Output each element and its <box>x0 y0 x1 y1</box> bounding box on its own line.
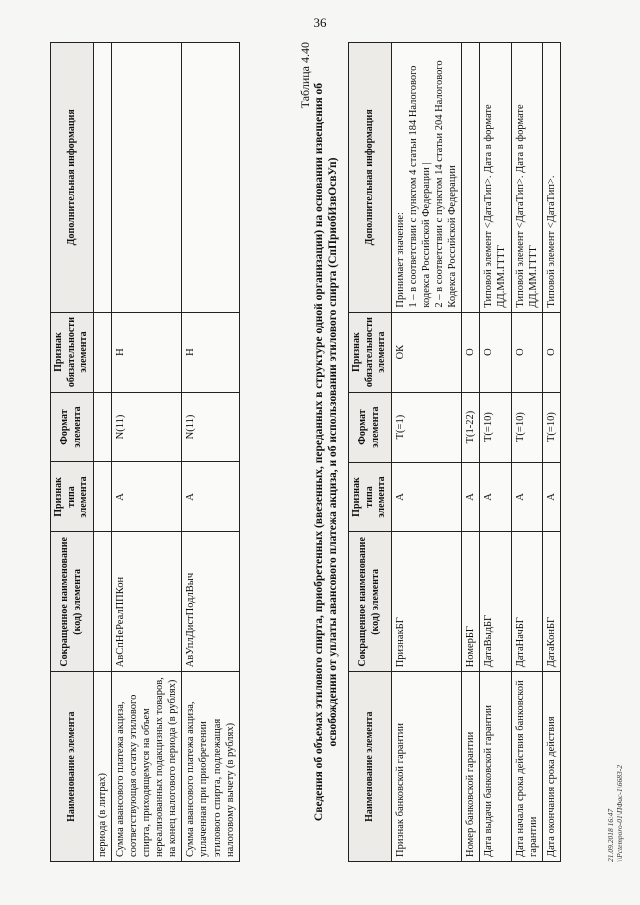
cell-extra <box>182 43 240 313</box>
cell-format <box>93 392 111 462</box>
cell-extra: Типовой элемент <ДатаТип>. Дата в формате ДД.ММ.ГГГГ <box>480 43 511 313</box>
header-short-name: Сокращенное наименование (код) элемента <box>51 532 94 672</box>
cell-name: Дата начала срока действия банковской гарантии <box>511 672 542 862</box>
cell-format: N(11) <box>111 392 182 462</box>
cell-extra <box>93 43 111 313</box>
table-row <box>542 43 560 862</box>
rotated-document <box>50 42 624 862</box>
print-footer <box>606 765 624 862</box>
cell-format: Т(=10) <box>511 392 542 462</box>
cell-type: А <box>542 462 560 532</box>
cell-name: Дата окончания срока действия <box>542 672 560 862</box>
cell-code <box>93 532 111 672</box>
cell-required: О <box>511 312 542 392</box>
cell-type: А <box>480 462 511 532</box>
table-caption: Таблица 4.40 <box>298 42 312 109</box>
header-name: Наименование элемента <box>51 672 94 862</box>
cell-extra <box>462 43 480 313</box>
header-short-name: Сокращенное наименование (код) элемента <box>349 532 392 672</box>
table-row <box>93 43 111 862</box>
cell-required: ОК <box>391 312 462 392</box>
cell-extra <box>111 43 182 313</box>
cell-type <box>93 462 111 532</box>
cell-type: А <box>182 462 240 532</box>
cell-extra: Принимает значение: 1 – в соответствии с пунктом 4 статьи 184 Налогового кодекса Российской Федерации | 2 – в соответствии с пунктом 14 статьи 204 Налогового Кодекса Российской Федерации <box>391 43 462 313</box>
cell-code: ДатаВыдБГ <box>480 532 511 672</box>
cell-format: Т(=1) <box>391 392 462 462</box>
cell-name: Дата выдачи банковской гарантии <box>480 672 511 862</box>
cell-format: Т(=10) <box>542 392 560 462</box>
header-name: Наименование элемента <box>349 672 392 862</box>
table2-header-row <box>349 43 392 862</box>
cell-name: Сумма авансового платежа акциза, уплаченная при приобретении этилового спирта, подлежащая налоговому вычету (в рублях) <box>182 672 240 862</box>
cell-required: О <box>542 312 560 392</box>
cell-format: N(11) <box>182 392 240 462</box>
cell-name: Сумма авансового платежа акциза, соответствующая остатку этилового спирта, приходящемуся на объем нереализованных подакцизных товаров, на конец налогового периода (в рублях) <box>111 672 182 862</box>
cell-format: Т(=10) <box>480 392 511 462</box>
table-row <box>511 43 542 862</box>
cell-name: Номер банковской гарантии <box>462 672 480 862</box>
table-continued <box>50 42 240 862</box>
cell-extra: Типовой элемент <ДатаТип>. Дата в формате ДД.ММ.ГГГГ <box>511 43 542 313</box>
table-row <box>480 43 511 862</box>
table-row <box>182 43 240 862</box>
cell-code: ДатаНачБГ <box>511 532 542 672</box>
header-required: Признак обязательности элемента <box>51 312 94 392</box>
cell-required: О <box>480 312 511 392</box>
table-title: Сведения об объемах этилового спирта, приобретенных (ввезенных, переданных в структуре одной организации) на основании извещения об освобождении от уплаты авансового платежа акциза, и об использовании этилового спирта (СпПриобИзвОсвУп) <box>313 82 340 822</box>
cell-code: АвУплДистПодлВыч <box>182 532 240 672</box>
table-4-40 <box>348 42 561 862</box>
cell-code: ДатаКонБГ <box>542 532 560 672</box>
cell-name: периода (в литрах) <box>93 672 111 862</box>
cell-code: ПризнакБГ <box>391 532 462 672</box>
header-format: Формат элемента <box>51 392 94 462</box>
table-row <box>391 43 462 862</box>
header-required: Признак обязательности элемента <box>349 312 392 392</box>
cell-type: А <box>391 462 462 532</box>
cell-required: О <box>462 312 480 392</box>
footer-path: \\Pctemporo-01\ПФас-1\6683-2 <box>615 765 624 862</box>
header-type-sign: Признак типа элемента <box>51 462 94 532</box>
header-extra: Дополнительная информация <box>349 43 392 313</box>
cell-type: А <box>462 462 480 532</box>
cell-required: Н <box>111 312 182 392</box>
header-extra: Дополнительная информация <box>51 43 94 313</box>
cell-type: А <box>511 462 542 532</box>
cell-required: Н <box>182 312 240 392</box>
cell-name: Признак банковской гарантии <box>391 672 462 862</box>
cell-required <box>93 312 111 392</box>
cell-type: А <box>111 462 182 532</box>
cell-format: Т(1-22) <box>462 392 480 462</box>
page-number: 36 <box>313 15 327 30</box>
cell-extra: Типовой элемент <ДатаТип>. <box>542 43 560 313</box>
cell-code: НомерБГ <box>462 532 480 672</box>
footer-timestamp: 21.09.2018 16:47 <box>606 808 615 862</box>
table-row <box>111 43 182 862</box>
table-row <box>462 43 480 862</box>
header-format: Формат элемента <box>349 392 392 462</box>
header-type-sign: Признак типа элемента <box>349 462 392 532</box>
cell-code: АвСпНеРеалППКон <box>111 532 182 672</box>
table1-header-row <box>51 43 94 862</box>
